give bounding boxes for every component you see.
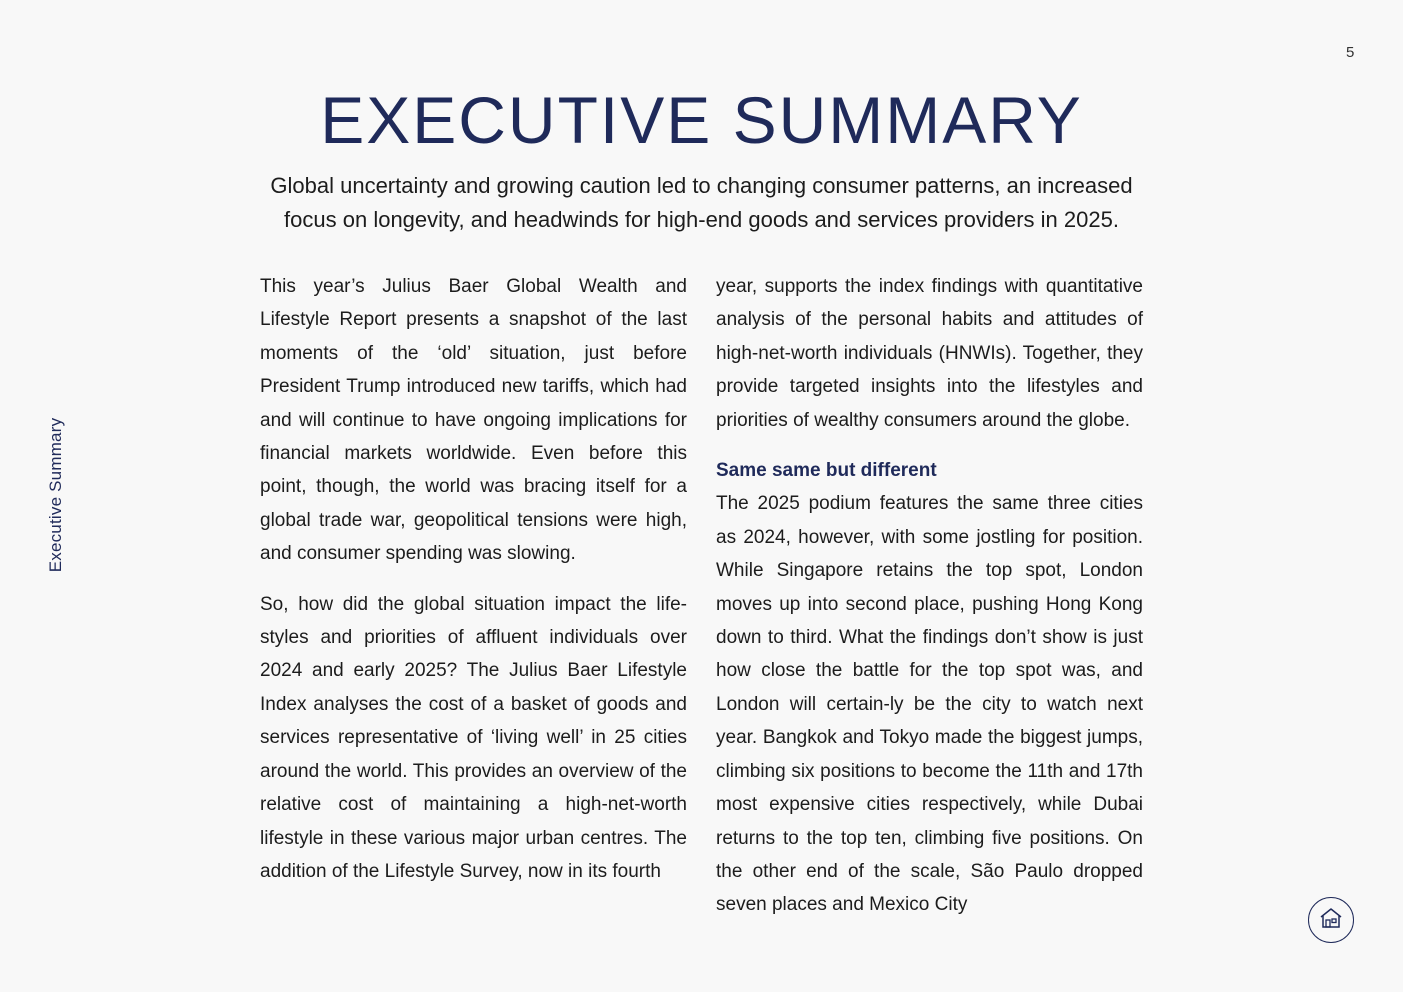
body-paragraph: The 2025 podium features the same three cities as 2024, however, with some jostling for position. While Singapore retains the top spot, London moves up into second place, pushing Hong Kong down to third. What the findings don’t show is just how close the battle for the top spot was, and London will certain-ly be the city to watch next year. Bangkok and Tokyo made the biggest jumps, climbing six positions to become the 11th and 17th most expensive cities respectively, while Dubai returns to the top ten, climbing five positions. On the other end of the scale, São Paulo dropped seven places and Mexico City: [716, 493, 1143, 916]
home-button[interactable]: [1308, 897, 1354, 943]
body-paragraph: This year’s Julius Baer Global Wealth and Lifestyle Report presents a snapshot of the last moments of the ‘old’ situation, just before President Trump introduced new tariffs, which had and will continue to have ongoing implications for financial markets worldwide. Even before this point, though, the world was bracing itself for a global trade war, geopolitical tensions were high, and consumer spending was slowing.: [260, 276, 687, 565]
page-subtitle: Global uncertainty and growing caution led to changing consumer patterns, an increased focus on longevity, and headwinds for high-end goods and services providers in 2025.: [270, 173, 1133, 232]
body-paragraph: year, supports the index findings with quantitative analysis of the personal habits and attitudes of high-net-worth individuals (HNWIs). Together, they provide targeted insights into the lifestyles and priorities of wealthy consumers around the globe.: [716, 276, 1143, 431]
section-heading: Same same but different: [716, 460, 937, 482]
section-side-label: Executive Summary: [46, 417, 65, 573]
right-column: [716, 270, 1143, 939]
home-icon: [1319, 907, 1343, 934]
left-column: [260, 270, 687, 905]
page-number: 5: [1346, 44, 1355, 61]
body-paragraph: So, how did the global situation impact the life-styles and priorities of affluent individuals over 2024 and early 2025? The Julius Baer Lifestyle Index analyses the cost of a basket of goods and services representative of ‘living well’ in 25 cities around the world. This provides an overview of the relative cost of maintaining a high-net-worth lifestyle in these various major urban centres. The addition of the Lifestyle Survey, now in its fourth: [260, 593, 687, 882]
page-title: EXECUTIVE SUMMARY: [320, 83, 1083, 157]
